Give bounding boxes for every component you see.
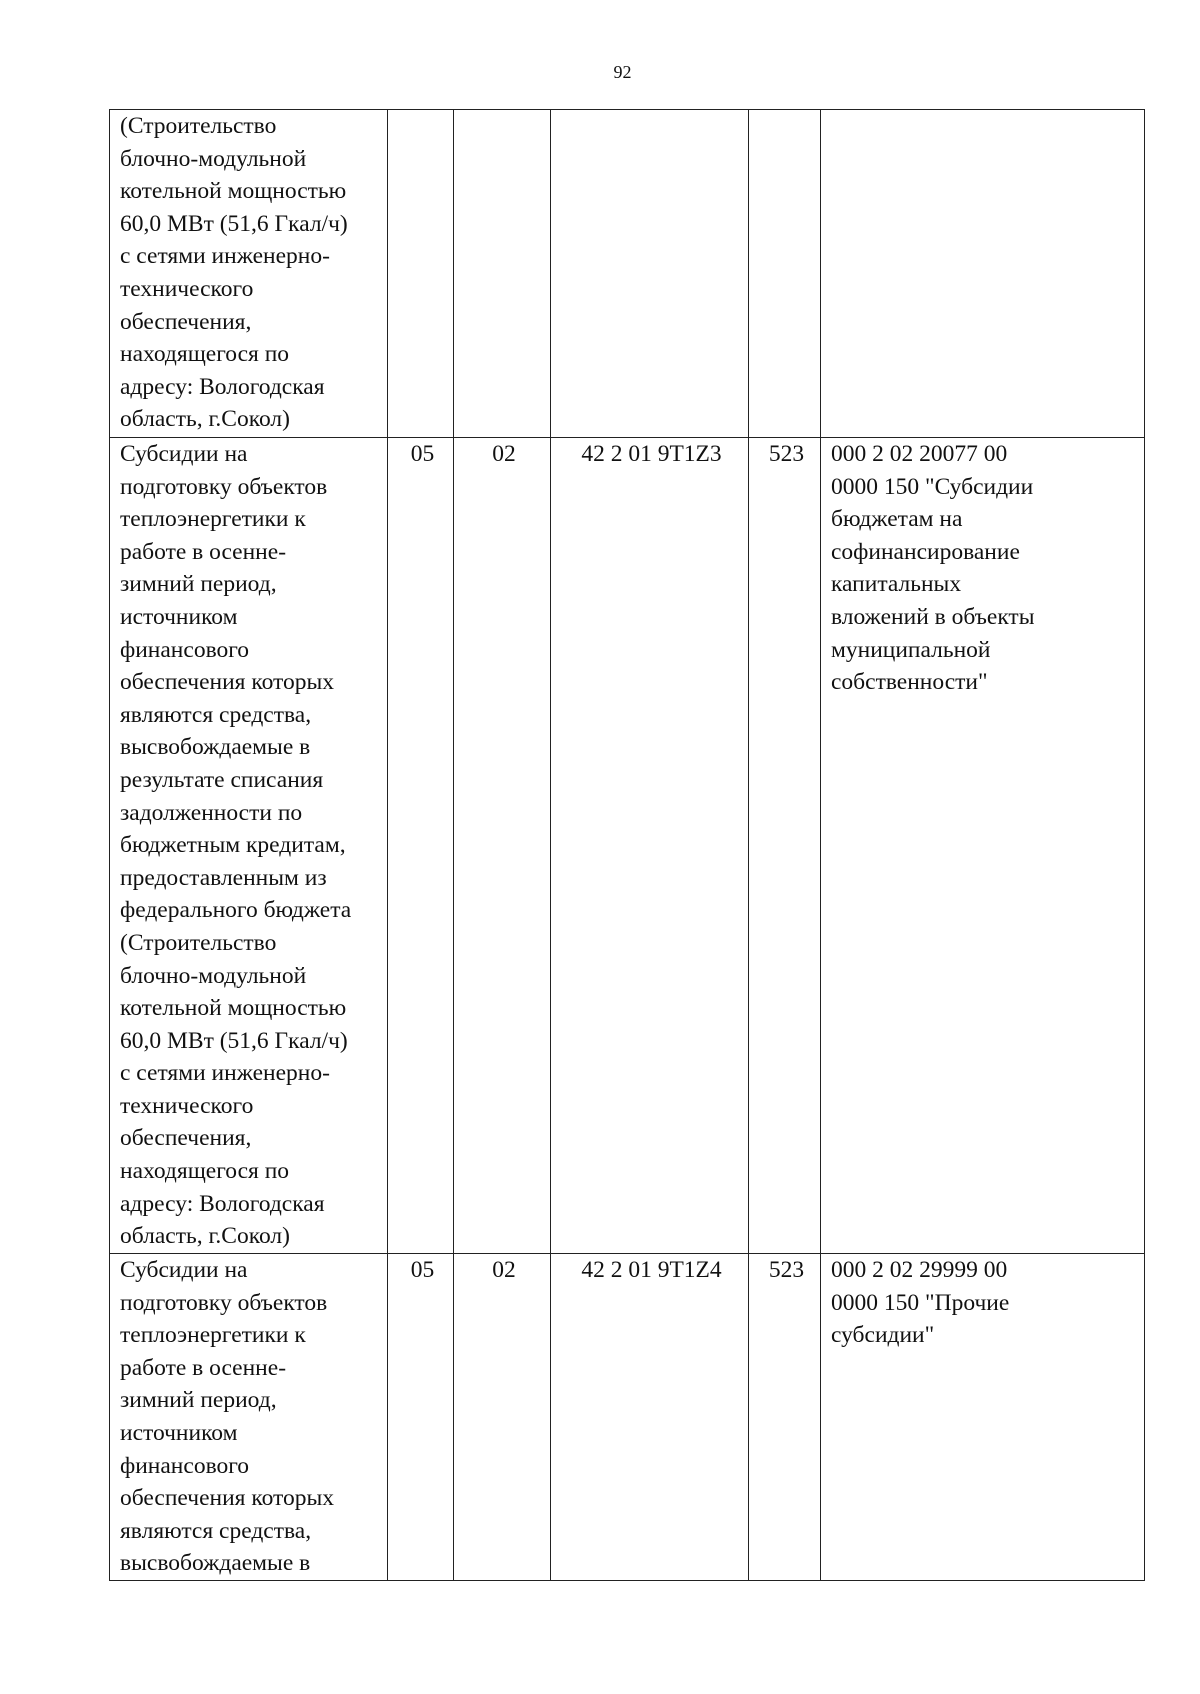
subsection-cell <box>454 110 551 438</box>
table-row <box>110 438 1145 1254</box>
section-cell: 05 <box>388 438 454 1254</box>
budget-table <box>109 109 1145 1581</box>
expense-name-cell: Субсидии на подготовку объектов теплоэнергетики к работе в осенне- зимний период, источником финансового обеспечения которых являются средства, высвобождаемые в <box>110 1254 388 1581</box>
expense-type-cell: 523 <box>749 1254 821 1581</box>
expense-type-cell <box>749 110 821 438</box>
expense-name-cell: Субсидии на подготовку объектов теплоэнергетики к работе в осенне- зимний период, источником финансового обеспечения которых являются средства, высвобождаемые в результате списания задолженности по бюджетным кредитам, предоставленным из федерального бюджета (Строительство блочно-модульной котельной мощностью 60,0 МВт (51,6 Гкал/ч) с сетями инженерно- технического обеспечения, находящегося по адресу: Вологодская область, г.Сокол) <box>110 438 388 1254</box>
section-cell <box>388 110 454 438</box>
table-row <box>110 1254 1145 1581</box>
revenue-code-cell: 000 2 02 29999 00 0000 150 "Прочие субсидии" <box>821 1254 1145 1581</box>
target-code-cell <box>551 110 749 438</box>
target-code-cell: 42 2 01 9Т1Z3 <box>551 438 749 1254</box>
table-row <box>110 110 1145 438</box>
subsection-cell: 02 <box>454 1254 551 1581</box>
target-code-cell: 42 2 01 9Т1Z4 <box>551 1254 749 1581</box>
subsection-cell: 02 <box>454 438 551 1254</box>
expense-name-cell: (Строительство блочно-модульной котельной мощностью 60,0 МВт (51,6 Гкал/ч) с сетями инженерно- технического обеспечения, находящегося по адресу: Вологодская область, г.Сокол) <box>110 110 388 438</box>
expense-type-cell: 523 <box>749 438 821 1254</box>
page-number: 92 <box>613 62 632 82</box>
revenue-code-cell: 000 2 02 20077 00 0000 150 "Субсидии бюджетам на софинансирование капитальных вложений в объекты муниципальной собственности" <box>821 438 1145 1254</box>
section-cell: 05 <box>388 1254 454 1581</box>
revenue-code-cell <box>821 110 1145 438</box>
